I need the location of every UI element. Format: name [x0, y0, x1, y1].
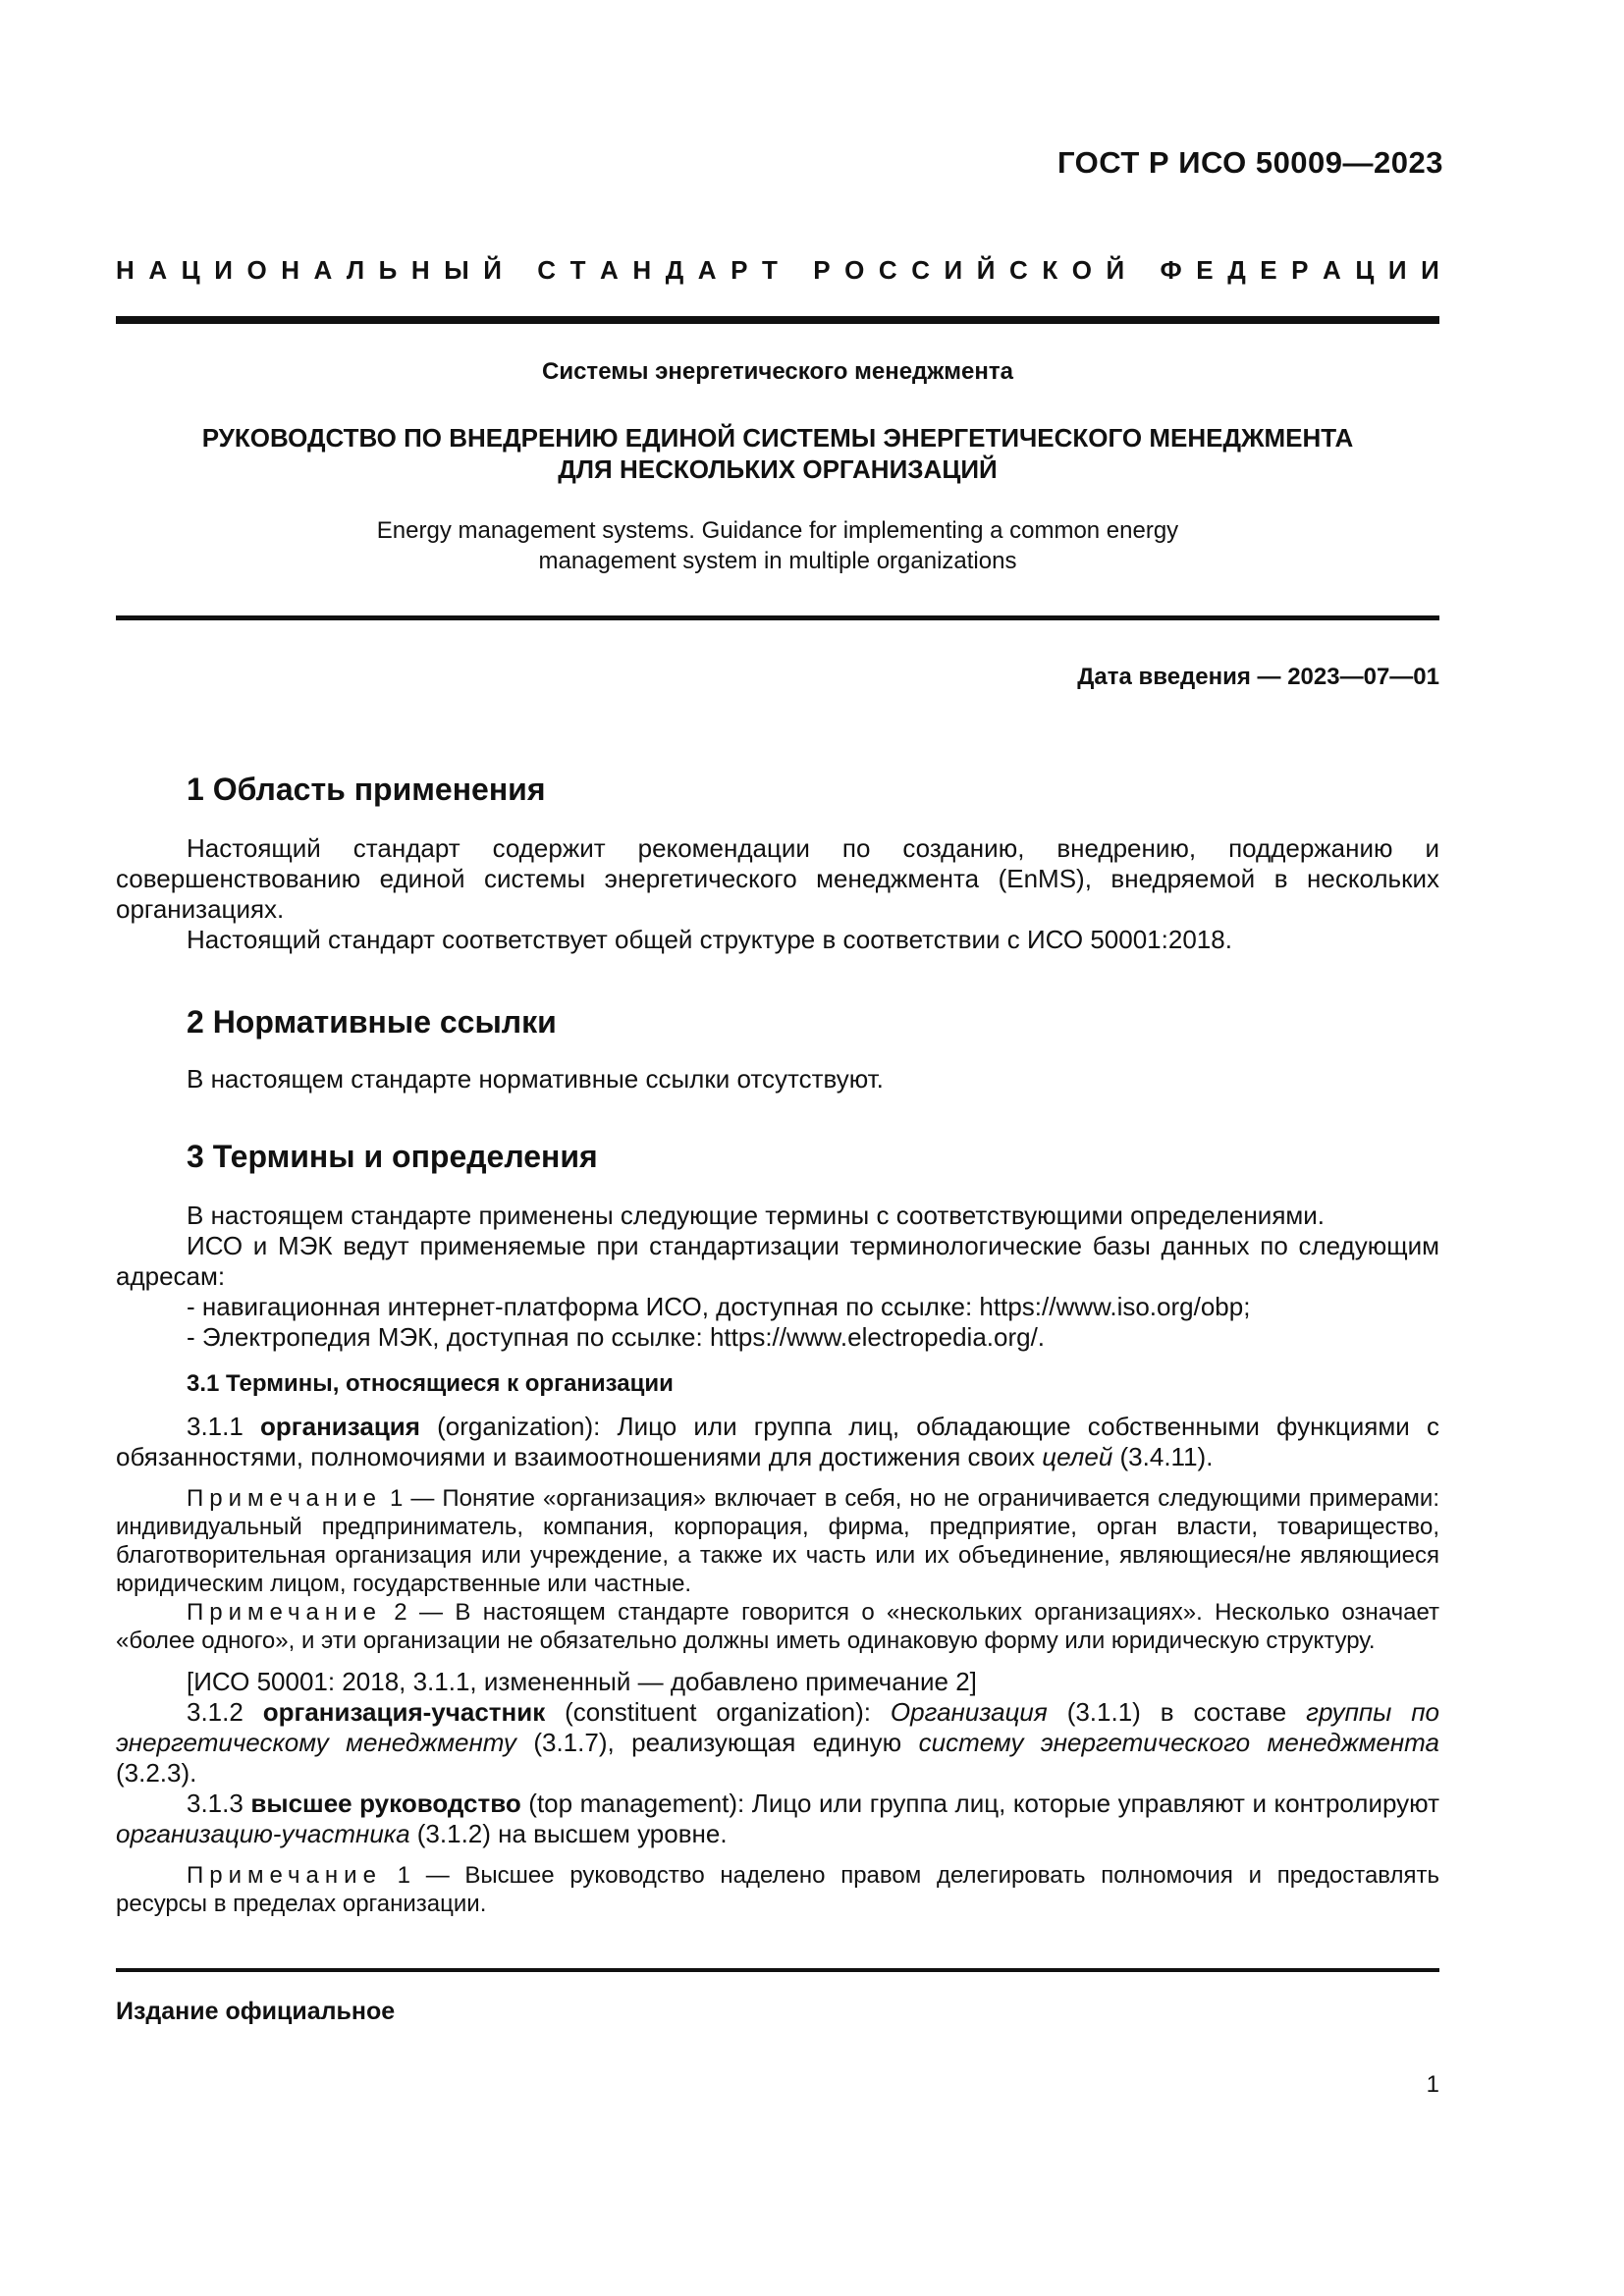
banner-letter: А: [313, 255, 333, 285]
banner-letter: Е: [1196, 255, 1214, 285]
term-reference: систему энергетического менеджмента: [918, 1728, 1439, 1757]
introduction-date: Дата введения — 2023—07—01: [1077, 664, 1439, 690]
banner-letter: О: [844, 255, 865, 285]
english-title-line-1: Energy management systems. Guidance for implementing a common energy: [376, 517, 1179, 544]
banner-letter: Т: [569, 255, 586, 285]
banner-letter: Д: [665, 255, 684, 285]
note-label: Примечание: [187, 1485, 382, 1512]
banner-letter: И: [214, 255, 233, 285]
banner-letter: Й: [1106, 255, 1125, 285]
term-reference: Организация: [890, 1697, 1048, 1727]
note-1: [116, 1484, 1439, 1598]
banner-letter: А: [148, 255, 168, 285]
banner-letter: О: [246, 255, 267, 285]
standard-designation: ГОСТ Р ИСО 50009—2023: [1056, 145, 1443, 180]
term-reference: целей: [1042, 1442, 1113, 1471]
english-title: [116, 515, 1439, 576]
banner-letter: Ц: [181, 255, 200, 285]
banner-letter: Н: [632, 255, 652, 285]
term-3-1-1: [116, 1412, 1439, 1472]
banner-letter: И: [1421, 255, 1439, 285]
banner-letter: Р: [813, 255, 831, 285]
banner-letter: [515, 255, 522, 286]
section-2-paragraph-1: В настоящем стандарте нормативные ссылки отсутствуют.: [187, 1064, 884, 1094]
term-number: 3.1.2: [187, 1697, 263, 1727]
banner-letter: С: [537, 255, 557, 285]
section-1-paragraph-2: Настоящий стандарт соответствует общей структуре в соответствии с ИСО 50001:2018.: [187, 925, 1232, 954]
term-reference: организацию-участника: [116, 1819, 410, 1848]
banner-letter: Й: [483, 255, 502, 285]
official-edition: Издание официальное: [116, 1998, 396, 2025]
term-source: [ИСО 50001: 2018, 3.1.1, измененный — добавлено примечание 2]: [187, 1667, 977, 1696]
banner-letter: С: [911, 255, 930, 285]
title-rule: [116, 615, 1439, 620]
banner-letter: Ц: [1355, 255, 1375, 285]
section-2-heading: 2 Нормативные ссылки: [187, 1004, 557, 1040]
banner-letter: А: [697, 255, 717, 285]
section-1-heading: 1 Область применения: [187, 772, 546, 807]
banner-letter: Ы: [444, 255, 469, 285]
term-3-1-3: [116, 1789, 1439, 1849]
section-3-heading: 3 Термины и определения: [187, 1139, 598, 1174]
banner-letter: Д: [1227, 255, 1246, 285]
list-item-electropedia: - Электропедия МЭК, доступная по ссылке: https://www.electropedia.org/.: [187, 1322, 1046, 1352]
banner-letter: И: [1387, 255, 1407, 285]
term-definition: (organization): Лицо или группа лиц, обладающие собственными функциями с обязанностями, полномочиями и взаимоотношениями для достижения своих: [116, 1412, 1439, 1471]
note-2: [116, 1598, 1439, 1655]
footer-rule: [116, 1968, 1439, 1972]
term-definition: (3.1.1) в составе: [1047, 1697, 1307, 1727]
note-text: 2 — В настоящем стандарте говорится о «нескольких организациях». Несколько означает «более одного», и эти организации не обязательно должны иметь одинаковую форму или юридическую структуру.: [116, 1599, 1439, 1654]
term-number: 3.1.1: [187, 1412, 261, 1441]
national-standard-banner: [116, 255, 1439, 286]
section-1-paragraph-1: Настоящий стандарт содержит рекомендации по созданию, внедрению, поддержанию и совершенствованию единой системы энергетического менеджмента (EnMS), внедряемой в нескольких организациях.: [116, 833, 1439, 924]
standard-title: [116, 422, 1439, 485]
banner-letter: С: [1009, 255, 1028, 285]
standard-subtitle: Системы энергетического менеджмента: [542, 358, 1013, 385]
term-definition-end: (3.2.3).: [116, 1758, 197, 1788]
term-number: 3.1.3: [187, 1789, 251, 1818]
banner-letter: [1139, 255, 1146, 286]
term-definition: (3.1.7), реализующая единую: [515, 1728, 919, 1757]
title-line-2: ДЛЯ НЕСКОЛЬКИХ ОРГАНИЗАЦИЙ: [558, 454, 998, 484]
term-name: высшее руководство: [250, 1789, 521, 1818]
banner-letter: Ф: [1160, 255, 1182, 285]
term-name: организация-участник: [262, 1697, 546, 1727]
term-definition: (top management): Лицо или группа лиц, которые управляют и контролируют: [520, 1789, 1439, 1818]
list-item-iso-obp: - навигационная интернет-платформа ИСО, доступная по ссылке: https://www.iso.org/obp;: [187, 1292, 1251, 1321]
banner-letter: А: [600, 255, 619, 285]
page-number: 1: [1426, 2071, 1439, 2098]
note-3: [116, 1861, 1439, 1918]
note-text: 1 — Понятие «организация» включает в себя, но не ограничивается следующими примерами: индивидуальный предприниматель, компания, корпорация, фирма, предприятие, орган власти, товарищество, благотворительная организация или учреждение, а также их часть или их объединение, являющиеся/не являющиеся юридическим лицом, государственные или частные.: [116, 1485, 1439, 1597]
section-2-body: [116, 1064, 1439, 1095]
term-name: организация: [260, 1412, 420, 1441]
banner-letter: А: [1323, 255, 1341, 285]
banner-letter: Ь: [378, 255, 398, 285]
banner-letter: Н: [116, 255, 135, 285]
banner-letter: С: [878, 255, 897, 285]
note-label: Примечание: [187, 1599, 382, 1626]
section-1-body: [116, 833, 1439, 955]
banner-letter: Й: [976, 255, 996, 285]
section-3-paragraph-2: ИСО и МЭК ведут применяемые при стандартизации терминологические базы данных по следующим адресам:: [116, 1231, 1439, 1291]
term-3-1-2: [116, 1697, 1439, 1789]
banner-letter: Т: [761, 255, 778, 285]
term-definition: (constituent organization):: [545, 1697, 891, 1727]
banner-letter: Н: [410, 255, 430, 285]
banner-letter: К: [1042, 255, 1058, 285]
title-line-1: РУКОВОДСТВО ПО ВНЕДРЕНИЮ ЕДИНОЙ СИСТЕМЫ ЭНЕРГЕТИЧЕСКОГО МЕНЕДЖМЕНТА: [201, 423, 1354, 453]
banner-letter: Н: [281, 255, 299, 285]
note-label: Примечание: [187, 1862, 382, 1889]
banner-letter: И: [944, 255, 963, 285]
banner-letter: Е: [1260, 255, 1277, 285]
banner-letter: Р: [731, 255, 748, 285]
section-3-paragraph-1: В настоящем стандарте применены следующие термины с соответствующими определениями.: [187, 1201, 1326, 1230]
term-reference: группы по энергетическому менеджменту: [116, 1697, 1439, 1757]
subsection-3-1-heading: 3.1 Термины, относящиеся к организации: [187, 1370, 674, 1397]
english-title-line-2: management system in multiple organizations: [538, 548, 1017, 574]
top-rule: [116, 316, 1439, 324]
term-definition-end: (3.4.11).: [1112, 1442, 1214, 1471]
banner-letter: О: [1071, 255, 1092, 285]
term-definition-end: (3.1.2) на высшем уровне.: [409, 1819, 728, 1848]
banner-letter: Р: [1291, 255, 1309, 285]
section-3-body: [116, 1201, 1439, 1918]
banner-letter: [791, 255, 798, 286]
note-text: 1 — Высшее руководство наделено правом делегировать полномочия и предоставлять ресурсы в пределах организации.: [116, 1862, 1439, 1917]
banner-letter: Л: [346, 255, 365, 285]
